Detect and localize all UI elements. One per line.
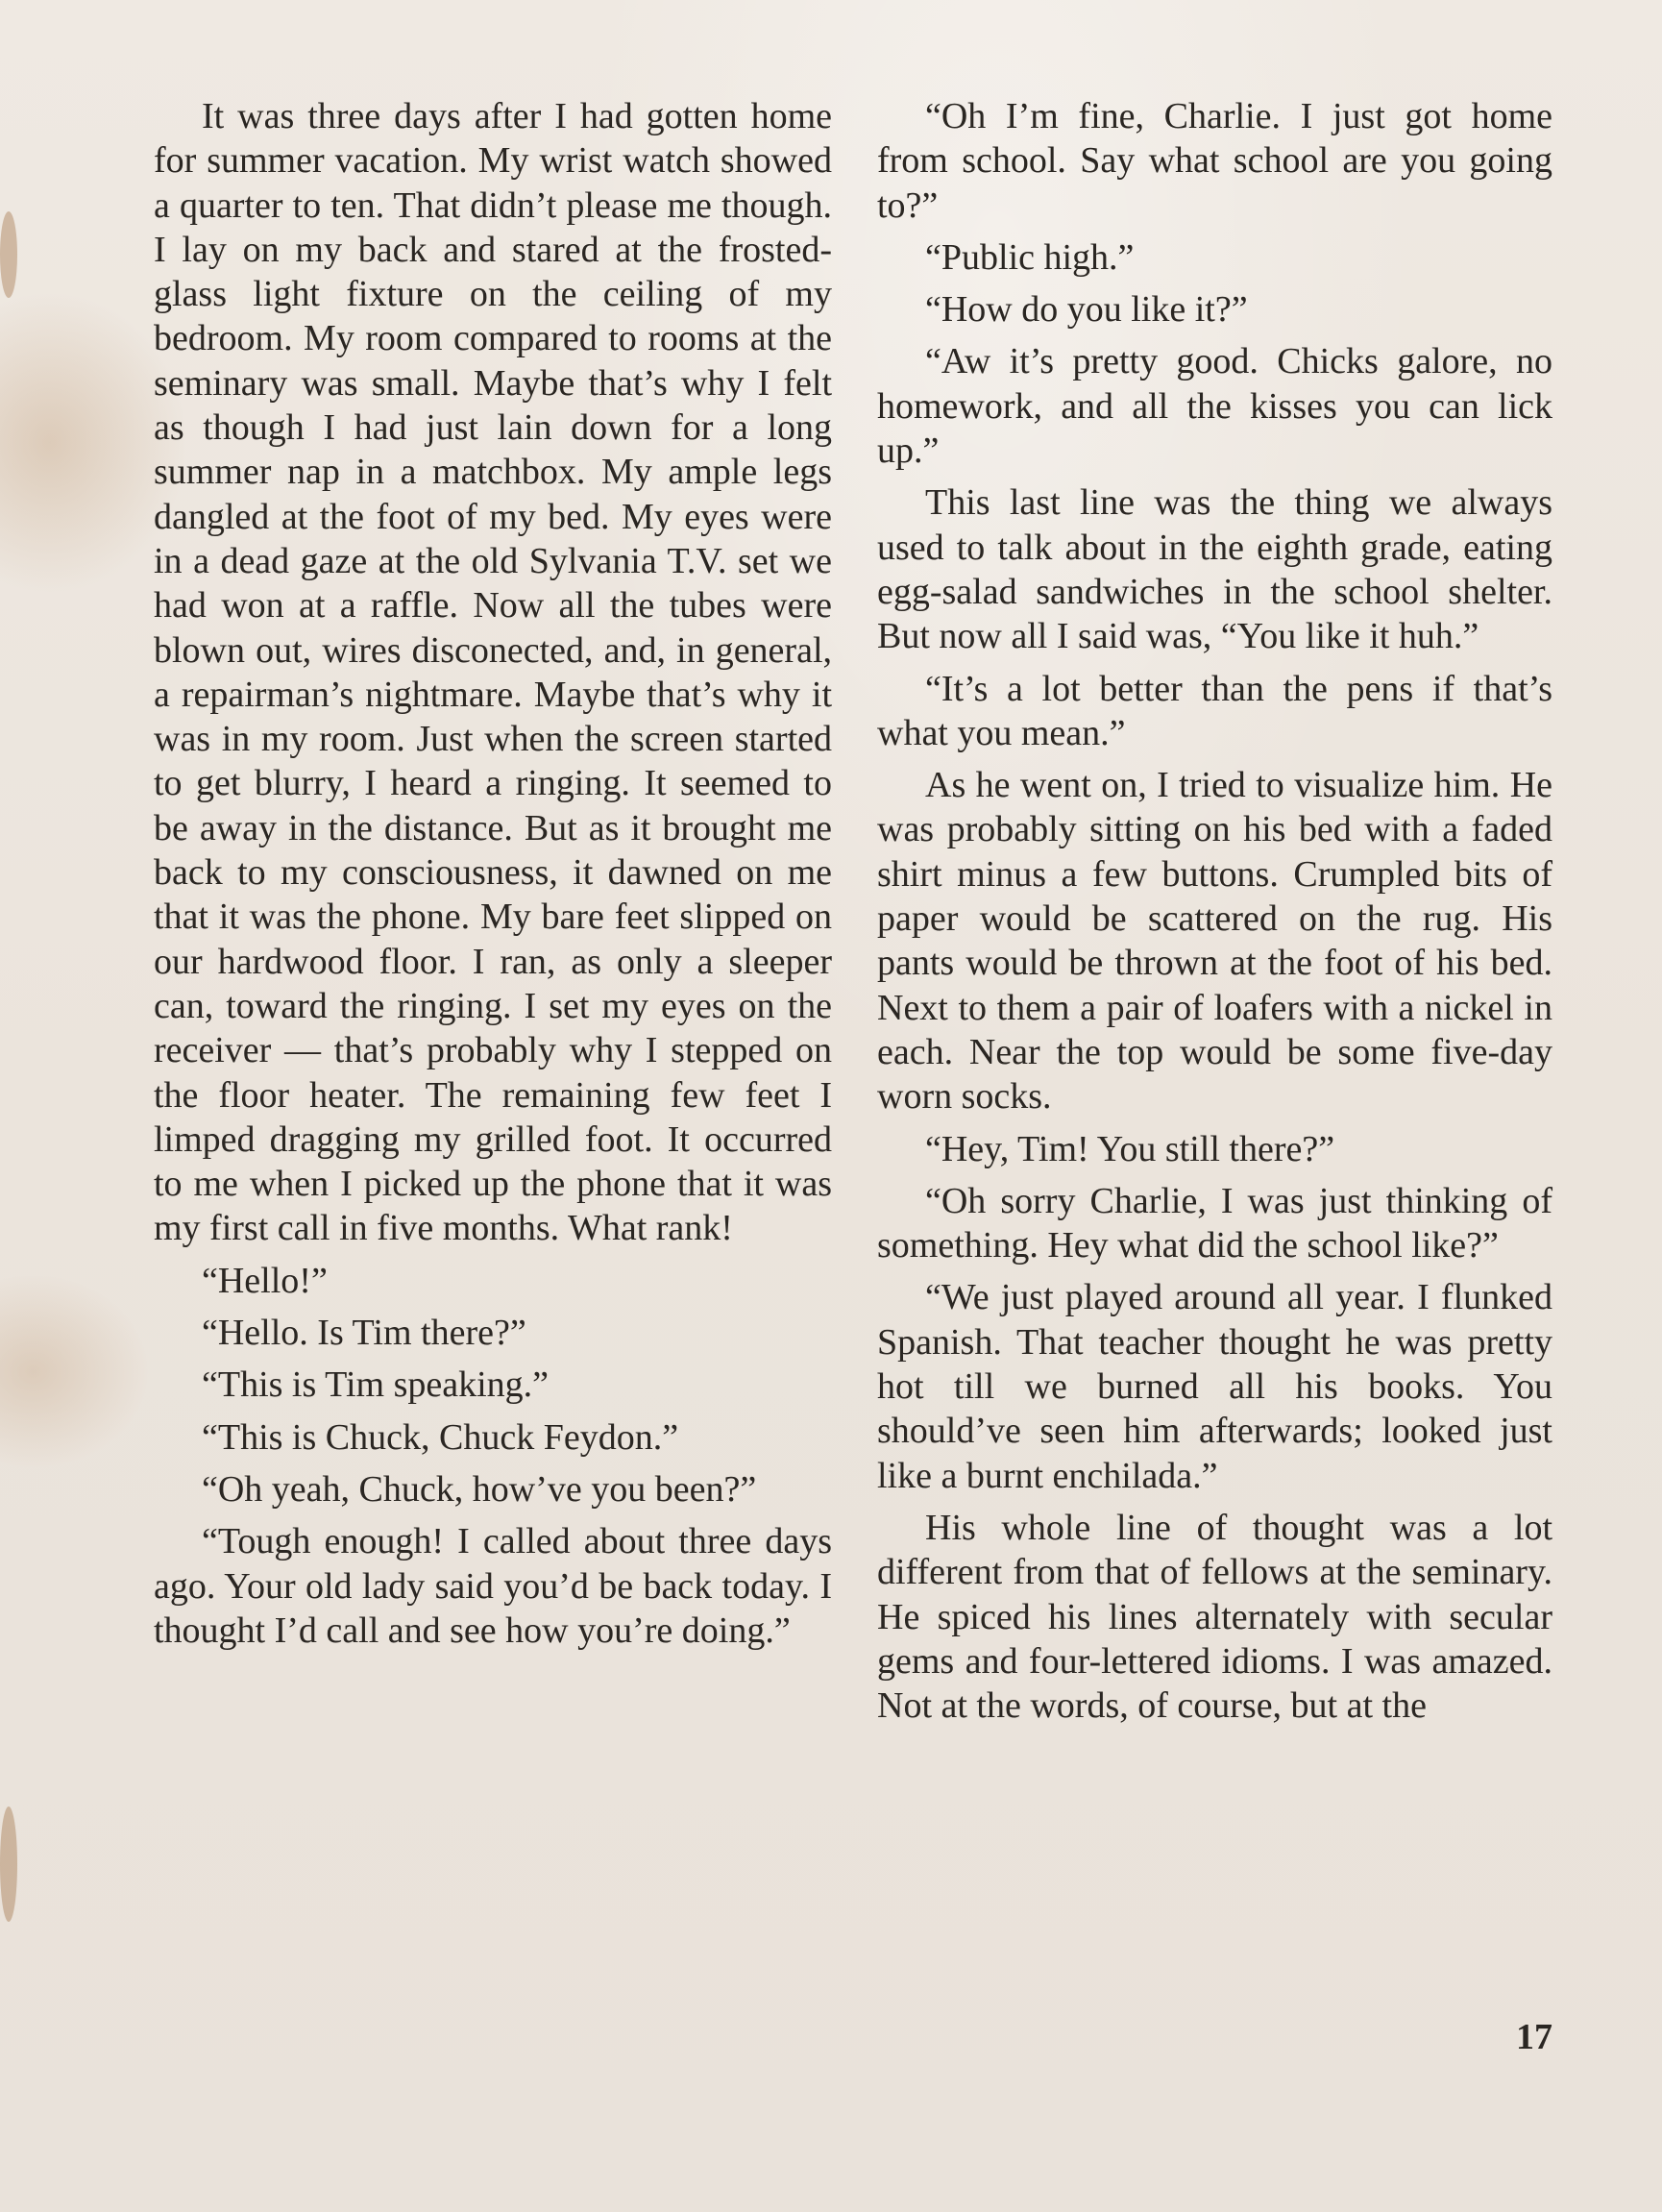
- paragraph: “This is Tim speaking.”: [202, 1364, 550, 1406]
- paragraph: This last line was the thing we always used to talk about in the eighth grade, eating egg-salad sandwiches in the school shelter. But now all I said was, “You like it huh.”: [877, 482, 1552, 657]
- page-number: 17: [1516, 2017, 1552, 2057]
- paragraph: “Tough enough! I called about three days ago. Your old lady said you’d be back today. I thought I’d call and see how you’re doing.”: [154, 1521, 832, 1651]
- paragraph: As he went on, I tried to visualize him. He was probably sitting on his bed with a faded shirt minus a few buttons. Crumpled bits of paper would be scattered on the rug. His pants would be thrown at the foot of his bed. Next to them a pair of loafers with a nickel in each. Near the top would be some five-day worn socks.: [877, 765, 1552, 1118]
- paragraph: “We just played around all year. I flunked Spanish. That teacher thought he was pretty hot till we burned all his books. You should’ve seen him afterwards; looked just like a burnt enchilada.”: [877, 1277, 1552, 1496]
- edge-stain: [0, 1806, 17, 1922]
- paragraph: “How do you like it?”: [925, 289, 1248, 331]
- paragraph: His whole line of thought was a lot different from that of fellows at the seminary. He spiced his lines alternately with secular gems and four-lettered idioms. I was amazed. Not at the words, of course, but at the: [877, 1507, 1552, 1727]
- right-column: [877, 94, 1552, 1728]
- paragraph: “Oh yeah, Chuck, how’ve you been?”: [202, 1468, 757, 1510]
- paragraph: “Public high.”: [925, 236, 1135, 278]
- paragraph: “Hey, Tim! You still there?”: [925, 1128, 1335, 1169]
- paragraph: It was three days after I had gotten home for summer vacation. My wrist watch showed a quarter to ten. That didn’t please me though. I lay on my back and stared at the frosted-glass light fixture on the ceiling of my bedroom. My room compared to rooms at the seminary was small. Maybe that’s why I felt as though I had just lain down for a long summer nap in a matchbox. My ample legs dangled at the foot of my bed. My eyes were in a dead gaze at the old Sylvania T.V. set we had won at a raffle. Now all the tubes were blown out, wires disconected, and, in general, a repairman’s nightmare. Maybe that’s why it was in my room. Just when the screen started to get blurry, I heard a ringing. It seemed to be away in the distance. But as it brought me back to my consciousness, it dawned on me that it was the phone. My bare feet slipped on our hardwood floor. I ran, as only a sleeper can, toward the ringing. I set my eyes on the receiver — that’s probably why I stepped on the floor heater. The remaining few feet I limped dragging my grilled foot. It occurred to me when I picked up the phone that it was my first call in five months. What rank!: [154, 96, 832, 1249]
- paragraph: “Aw it’s pretty good. Chicks galore, no homework, and all the kisses you can lick up.”: [877, 341, 1552, 472]
- paragraph: “Hello. Is Tim there?”: [202, 1313, 526, 1354]
- left-column: [154, 94, 832, 1653]
- paragraph: “Oh I’m fine, Charlie. I just got home from school. Say what school are you going to?”: [877, 96, 1552, 226]
- paragraph: “This is Chuck, Chuck Feydon.”: [202, 1416, 679, 1458]
- paragraph: “Hello!”: [202, 1260, 328, 1301]
- paragraph: “It’s a lot better than the pens if that’s what you mean.”: [877, 668, 1552, 753]
- paragraph: “Oh sorry Charlie, I was just thinking of something. Hey what did the school like?”: [877, 1180, 1552, 1266]
- edge-stain: [0, 211, 17, 298]
